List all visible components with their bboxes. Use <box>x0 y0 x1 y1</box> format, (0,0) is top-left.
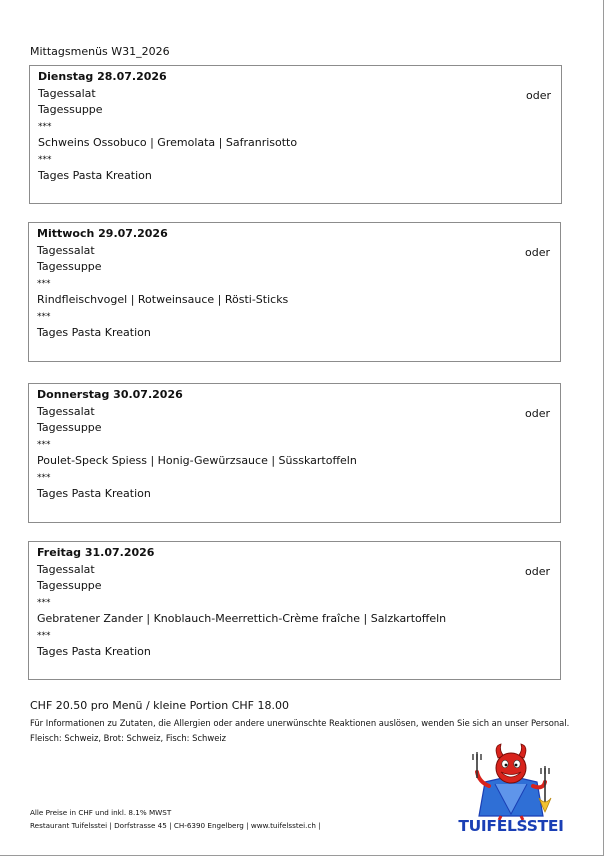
day-date: Freitag 31.07.2026 <box>37 546 155 559</box>
day-menu-freitag <box>28 541 561 680</box>
salad-item: Tagessalat <box>37 562 95 576</box>
restaurant-logo <box>455 742 567 837</box>
day-menu-mittwoch <box>28 222 561 362</box>
separator: *** <box>37 472 51 483</box>
page-title: Mittagsmenüs W31_2026 <box>30 45 170 58</box>
salad-item: Tagessalat <box>37 243 95 257</box>
logo-wordmark: TUIFELSSTEI <box>458 817 564 835</box>
separator: *** <box>37 311 51 322</box>
oder-label: oder <box>524 407 550 420</box>
day-date: Dienstag 28.07.2026 <box>38 70 167 83</box>
separator: *** <box>38 154 52 165</box>
separator: *** <box>37 278 51 289</box>
day-date: Donnerstag 30.07.2026 <box>37 388 183 401</box>
pasta-item: Tages Pasta Kreation <box>37 645 151 658</box>
day-menu-dienstag <box>29 65 562 204</box>
separator: *** <box>37 630 51 641</box>
salad-item: Tagessalat <box>37 404 95 418</box>
day-menu-donnerstag <box>28 383 561 523</box>
main-dish: Rindfleischvogel | Rotweinsauce | Rösti-Sticks <box>37 293 289 306</box>
soup-item: Tagessuppe <box>37 579 102 592</box>
salad-item: Tagessalat <box>38 86 96 100</box>
footer-vat-note: Alle Preise in CHF und inkl. 8.1% MWST <box>30 808 172 817</box>
separator: *** <box>37 439 51 450</box>
soup-item: Tagessuppe <box>37 421 102 434</box>
separator: *** <box>38 121 52 132</box>
price-line: CHF 20.50 pro Menü / kleine Portion CHF 18.00 <box>30 699 289 712</box>
pasta-item: Tages Pasta Kreation <box>38 169 152 182</box>
main-dish: Gebratener Zander | Knoblauch-Meerrettich-Crème fraîche | Salzkartoffeln <box>37 612 447 625</box>
separator: *** <box>37 597 51 608</box>
main-dish: Poulet-Speck Spiess | Honig-Gewürzsauce | Süsskartoffeln <box>37 454 357 467</box>
day-date: Mittwoch 29.07.2026 <box>37 227 168 240</box>
footer <box>30 807 321 832</box>
soup-item: Tagessuppe <box>38 103 103 116</box>
pasta-item: Tages Pasta Kreation <box>37 326 151 339</box>
oder-label: oder <box>525 89 551 102</box>
oder-label: oder <box>524 246 550 259</box>
devil-mascot-icon <box>455 742 567 820</box>
soup-item: Tagessuppe <box>37 260 102 273</box>
pasta-item: Tages Pasta Kreation <box>37 487 151 500</box>
allergy-info: Für Informationen zu Zutaten, die Allergien oder andere unerwünschte Reaktionen auslösen, wenden Sie sich an unser Personal. Fleisch: Schweiz, Brot: Schweiz, Fisch: Schweiz <box>30 718 570 743</box>
oder-label: oder <box>524 565 550 578</box>
main-dish: Schweins Ossobuco | Gremolata | Safranrisotto <box>38 136 298 149</box>
footer-address: Restaurant Tuifelsstei | Dorfstrasse 45 | CH-6390 Engelberg | www.tuifelsstei.ch | <box>30 820 321 830</box>
